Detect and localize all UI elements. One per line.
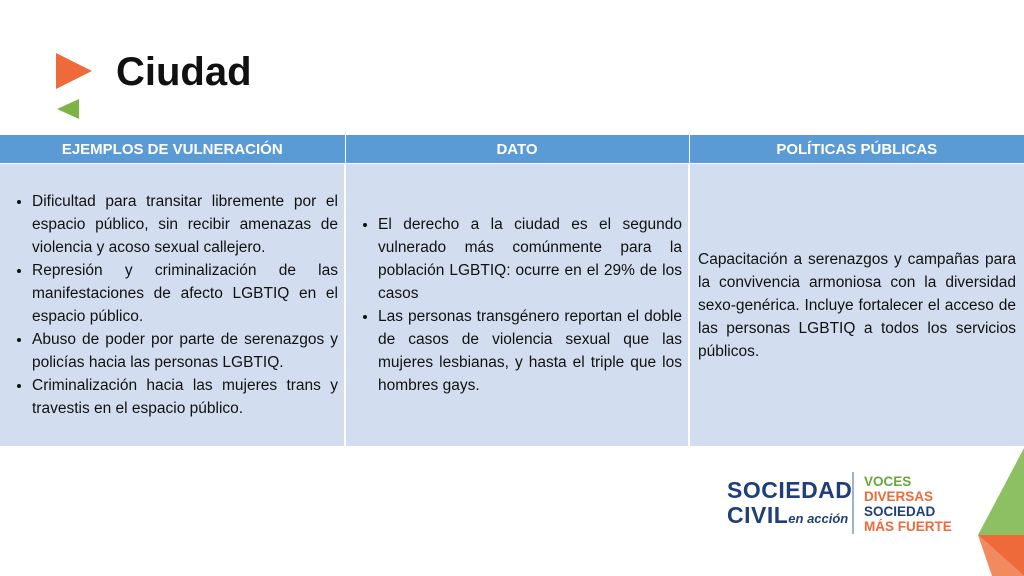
list-item: • El derecho a la ciudad es el segundo vulnerado más comúnmente para la población LGBTIQ: ocurre en el 29% de los casos (378, 213, 682, 305)
logo-line1: SOCIEDAD (727, 477, 853, 503)
list-item: • Las personas transgénero reportan el doble de casos de violencia sexual que las mujeres lesbianas, y hasta el triple que los hombres gays. (378, 305, 682, 397)
list-item: • Criminalización hacia las mujeres trans y travestis en el espacio público. (32, 374, 338, 420)
logo-voces: VOCES (864, 474, 912, 489)
logo-divider (852, 472, 854, 534)
logo-diversas: DIVERSAS (864, 489, 934, 504)
slide-title: Ciudad (116, 50, 252, 94)
list-item: • Abuso de poder por parte de serenazgos y policías hacia las personas LGBTIQ. (32, 328, 338, 374)
logo-sociedad: SOCIEDAD (864, 504, 936, 519)
list-item: • Dificultad para transitar libremente por el espacio público, sin recibir amenazas de violencia y acoso sexual callejero. (32, 190, 338, 259)
logo-civil: CIVIL (727, 502, 789, 528)
voces-diversas-logo (864, 474, 952, 534)
logo-en-accion: en acción (788, 511, 849, 526)
logo-mas-fuerte: MÁS FUERTE (864, 519, 952, 534)
list-item: • Represión y criminalización de las manifestaciones de afecto LGBTIQ en el espacio público. (32, 259, 338, 328)
policy-cell: Capacitación a serenazgos y campañas para la convivencia armoniosa con la diversidad sexo-genérica. Incluye fortalecer el acceso de las personas LGBTIQ a todos los servicios públicos. (689, 164, 1024, 447)
green-corner-shape (978, 448, 1024, 535)
header-examples: EJEMPLOS DE VULNERACIÓN (0, 135, 345, 164)
sociedad-civil-logo (727, 478, 852, 531)
logo-line2 (727, 503, 852, 531)
header-data: DATO (345, 135, 689, 164)
header-policies: POLÍTICAS PÚBLICAS (689, 135, 1024, 164)
